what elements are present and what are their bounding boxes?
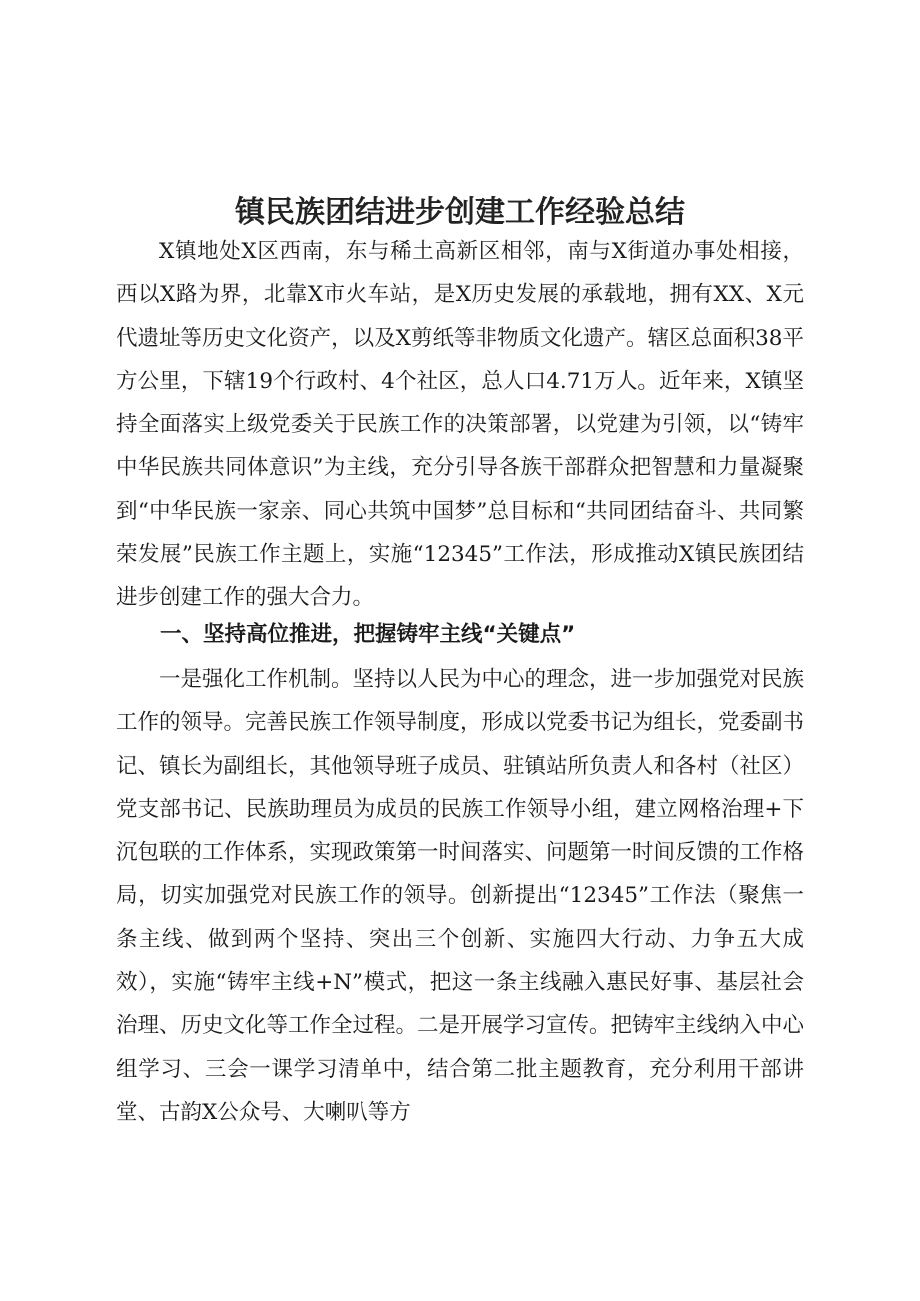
document-title: 镇民族团结进步创建工作经验总结 bbox=[235, 195, 685, 231]
section-heading-1: 一、坚持高位推进，把握铸牢主线“关键点” bbox=[160, 622, 576, 647]
section-1-paragraph: 一是强化工作机制。坚持以人民为中心的理念，进一步加强党对民族工作的领导。完善民族工作领导制度，形成以党委书记为组长，党委副书记、镇长为副组长，其他领导班子成员、驻镇站所负责人和各村（社区）党支部书记、民族助理员为成员的民族工作领导小组，建立网格治理+下沉包联的工作体系，实现政策第一时间落实、问题第一时间反馈的工作格局，切实加强党对民族工作的领导。创新提出“12345”工作法（聚焦一条主线、做到两个坚持、突出三个创新、实施四大行动、力争五大成效），实施“铸牢主线+N”模式，把这一条主线融入惠民好事、基层社会治理、历史文化等工作全过程。二是开展学习宣传。把铸牢主线纳入中心组学习、三会一课学习清单中，结合第二批主题教育，充分利用干部讲堂、古韵X公众号、大喇叭等方 bbox=[116, 667, 805, 1125]
intro-paragraph: X镇地处X区西南，东与稀土高新区相邻，南与X街道办事处相接，西以X路为界，北靠X市火车站，是X历史发展的承载地，拥有XX、X元代遗址等历史文化资产，以及X剪纸等非物质文化遗产。辖区总面积38平方公里，下辖19个行政村、4个社区，总人口4.71万人。近年来，X镇坚持全面落实上级党委关于民族工作的决策部署，以党建为引领，以“铸牢中华民族共同体意识”为主线，充分引导各族干部群众把智慧和力量凝聚到“中华民族一家亲、同心共筑中国梦”总目标和“共同团结奋斗、共同繁荣发展”民族工作主题上，实施“12345”工作法，形成推动X镇民族团结进步创建工作的强大合力。 bbox=[116, 239, 804, 611]
